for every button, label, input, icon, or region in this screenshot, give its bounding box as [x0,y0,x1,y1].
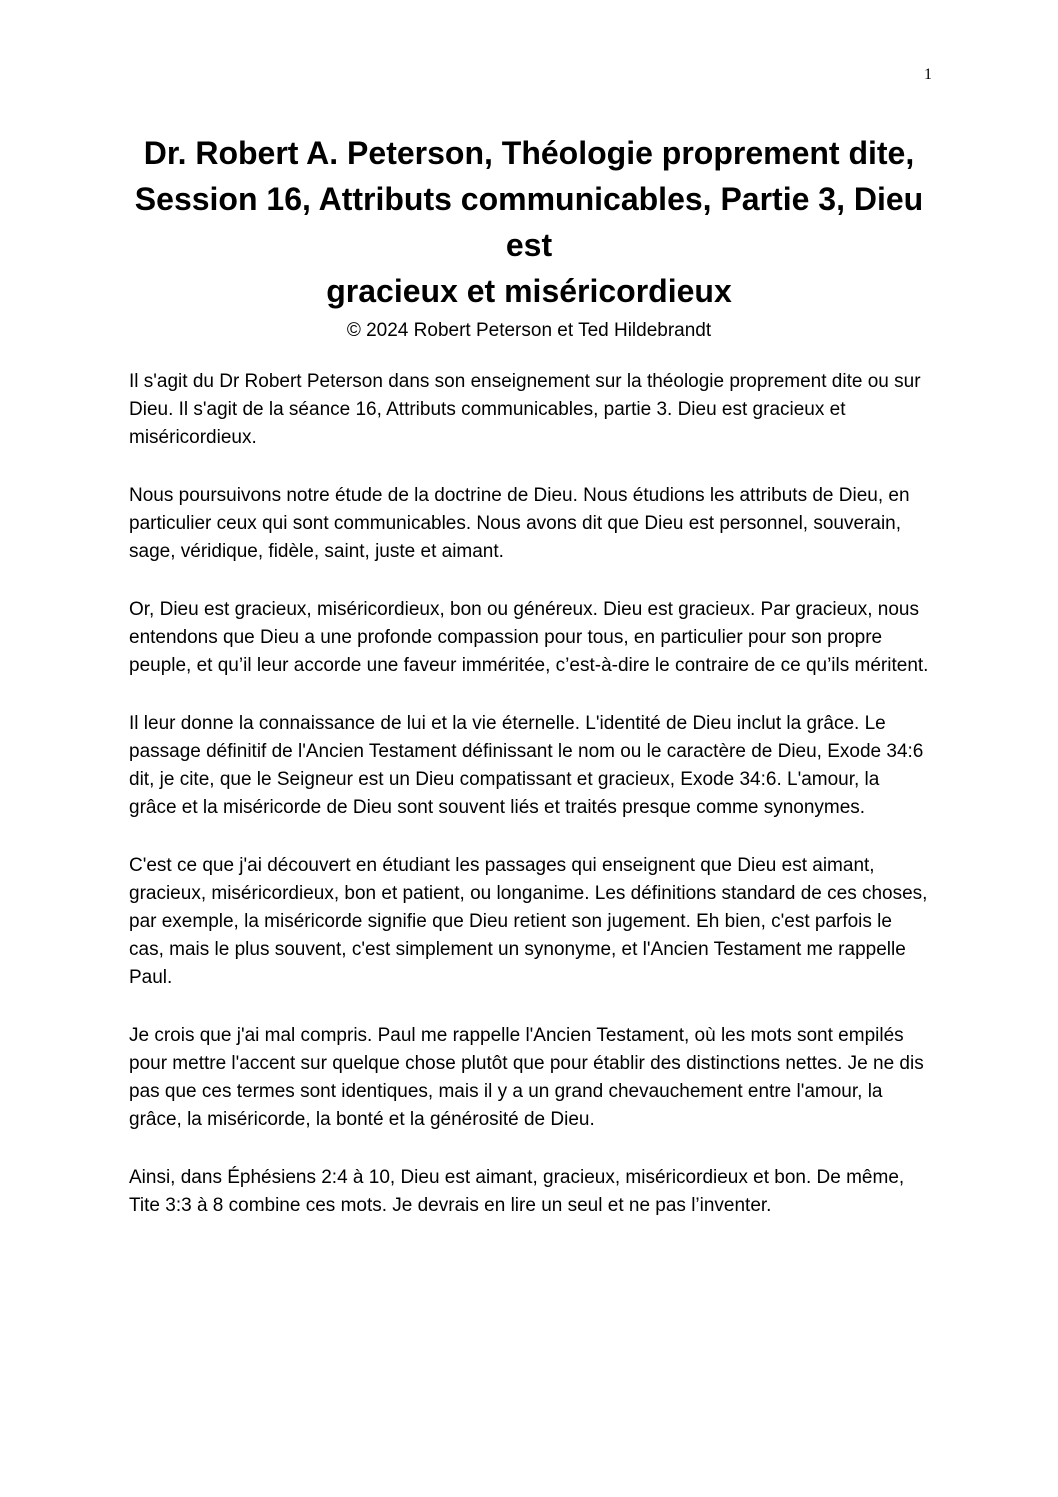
paragraph: Je crois que j'ai mal compris. Paul me rappelle l'Ancien Testament, où les mots sont empilés pour mettre l'accent sur quelque chose plutôt que pour établir des distinctions nettes. Je ne dis pas que ces termes sont identiques, mais il y a un grand chevauchement entre l'amour, la grâce, la miséricorde, la bonté et la générosité de Dieu. [129,1025,924,1130]
paragraph: Nous poursuivons notre étude de la doctrine de Dieu. Nous étudions les attributs de Dieu, en particulier ceux qui sont communicables. Nous avons dit que Dieu est personnel, souverain, sage, véridique, fidèle, saint, juste et aimant. [129,485,910,562]
body-text [129,368,929,1250]
page-number: 1 [924,66,932,83]
paragraph: C'est ce que j'ai découvert en étudiant les passages qui enseignent que Dieu est aimant, gracieux, miséricordieux, bon et patient, ou longanime. Les définitions standard de ces choses, par exemple, la miséricorde signifie que Dieu retient son jugement. Eh bien, c'est parfois le cas, mais le plus souvent, c'est simplement un synonyme, et l'Ancien Testament me rappelle Paul. [129,855,928,988]
title-line: est [505,227,553,263]
document-title [110,130,948,344]
title-line: Dr. Robert A. Peterson, Théologie proprement dite, [143,135,915,171]
title-line: gracieux et miséricordieux [326,273,732,309]
copyright-notice: © 2024 Robert Peterson et Ted Hildebrandt [346,320,712,341]
paragraph: Il s'agit du Dr Robert Peterson dans son enseignement sur la théologie proprement dite ou sur Dieu. Il s'agit de la séance 16, Attributs communicables, partie 3. Dieu est gracieux et miséricordieux. [129,371,921,448]
title-line: Session 16, Attributs communicables, Partie 3, Dieu [134,181,924,217]
paragraph: Il leur donne la connaissance de lui et la vie éternelle. L'identité de Dieu inclut la grâce. Le passage définitif de l'Ancien Testament définissant le nom ou le caractère de Dieu, Exode 34:6 dit, je cite, que le Seigneur est un Dieu compatissant et gracieux, Exode 34:6. L'amour, la grâce et la miséricorde de Dieu sont souvent liés et traités presque comme synonymes. [129,713,924,818]
paragraph: Ainsi, dans Éphésiens 2:4 à 10, Dieu est aimant, gracieux, miséricordieux et bon. De même, Tite 3:3 à 8 combine ces mots. Je devrais en lire un seul et ne pas l’inventer. [129,1167,905,1216]
paragraph: Or, Dieu est gracieux, miséricordieux, bon ou généreux. Dieu est gracieux. Par gracieux, nous entendons que Dieu a une profonde compassion pour tous, en particulier pour son propre peuple, et qu’il leur accorde une faveur imméritée, c’est-à-dire le contraire de ce qu’ils méritent. [129,599,929,676]
